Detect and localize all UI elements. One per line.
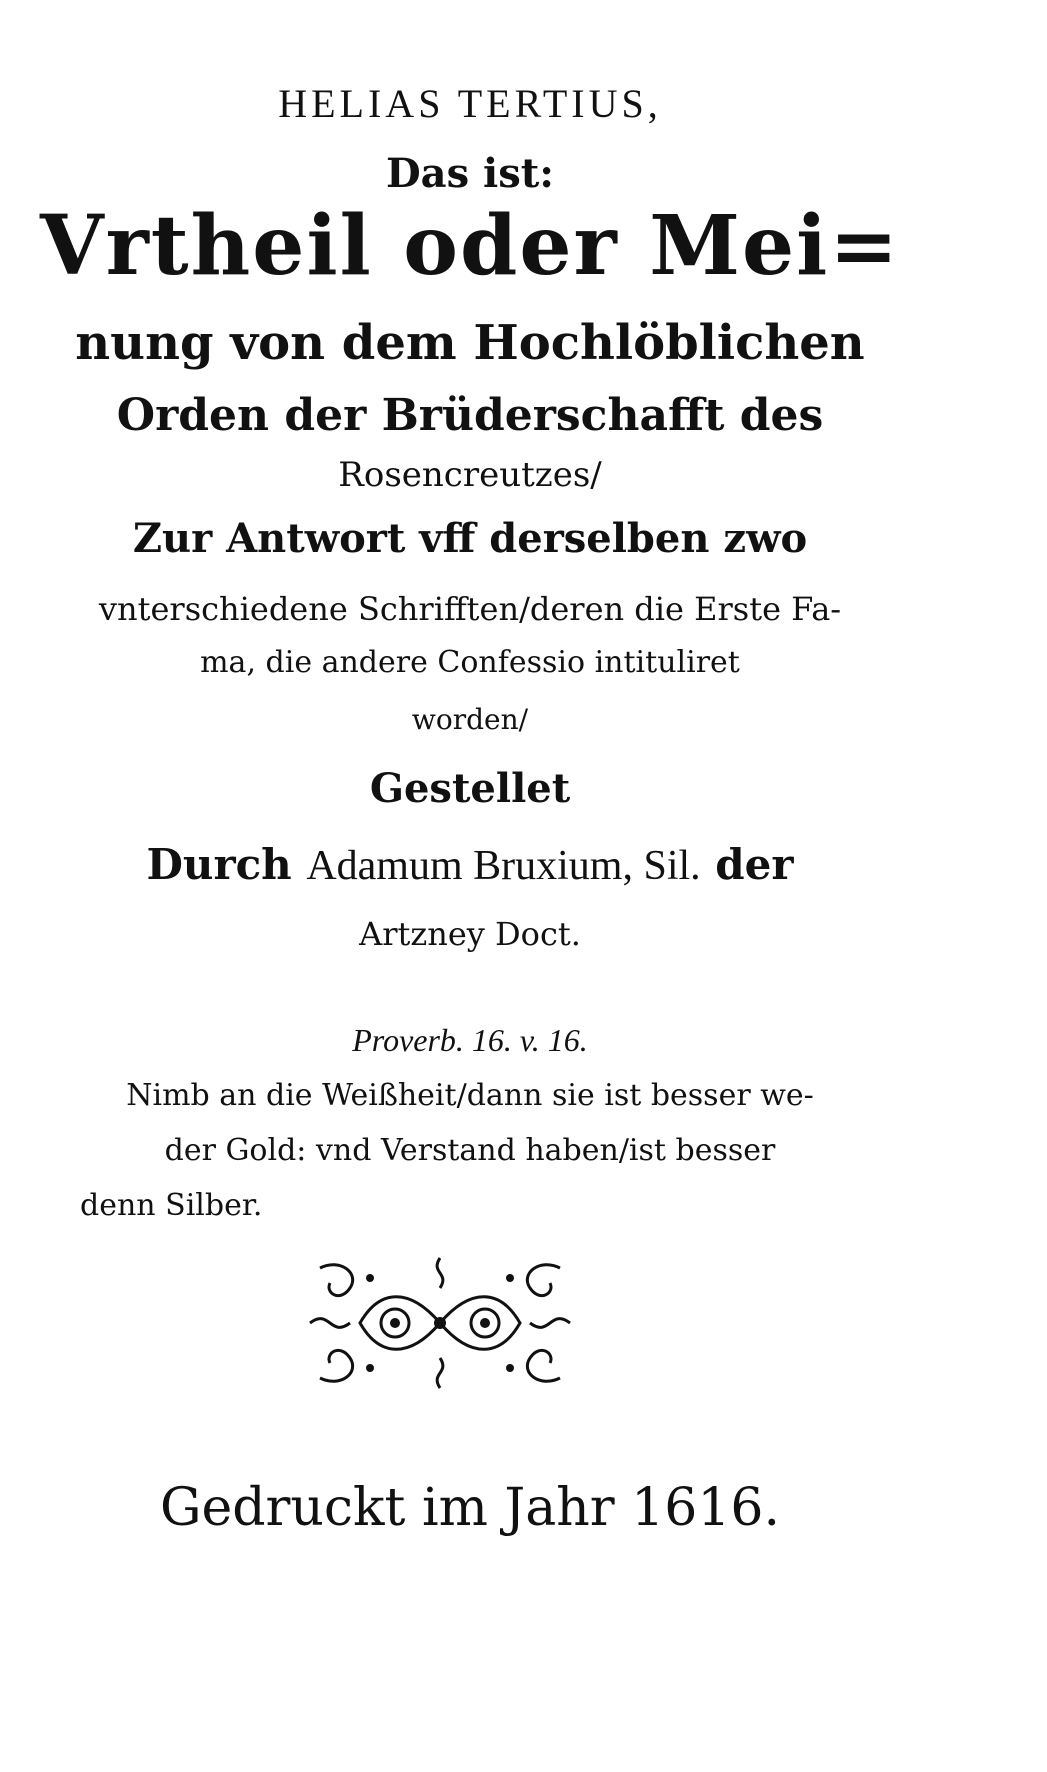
title-line-5: Orden der Brüderschafft des (116, 390, 824, 441)
printer-ornament (300, 1248, 580, 1398)
title-line-8: vnterschiedene Schrifften/deren die Erste Fa- (98, 590, 842, 628)
motto-line-1: Nimb an die Weißheit/dann sie ist besser we- (126, 1078, 814, 1113)
motto-line-2: der Gold: vnd Verstand haben/ist besser (164, 1133, 776, 1168)
title-line-6: Rosencreutzes/ (338, 455, 602, 495)
author-line (0, 840, 940, 890)
title-line-9: ma, die andere Confessio intituliret (200, 645, 740, 680)
motto-reference: Proverb. 16. v. 16. (352, 1022, 588, 1058)
title-line-10: worden/ (411, 703, 529, 736)
motto-line-3: denn Silber. (80, 1188, 263, 1223)
author-intro: Gestellet (369, 765, 571, 812)
title-line-large: Vrtheil oder Mei= (39, 198, 901, 294)
author-der: der (715, 840, 794, 889)
author-title: Artzney Doct. (359, 915, 581, 953)
author-name: Adamum Bruxium, Sil. (306, 843, 701, 889)
main-title: HELIAS TERTIUS, (278, 81, 662, 126)
title-line-das-ist: Das ist: (385, 150, 554, 197)
author-durch: Durch (146, 840, 292, 889)
title-line-4: nung von dem Hochlöblichen (75, 315, 865, 371)
title-line-7: Zur Antwort vff derselben zwo (132, 515, 808, 562)
imprint: Gedruckt im Jahr 1616. (159, 1478, 781, 1538)
